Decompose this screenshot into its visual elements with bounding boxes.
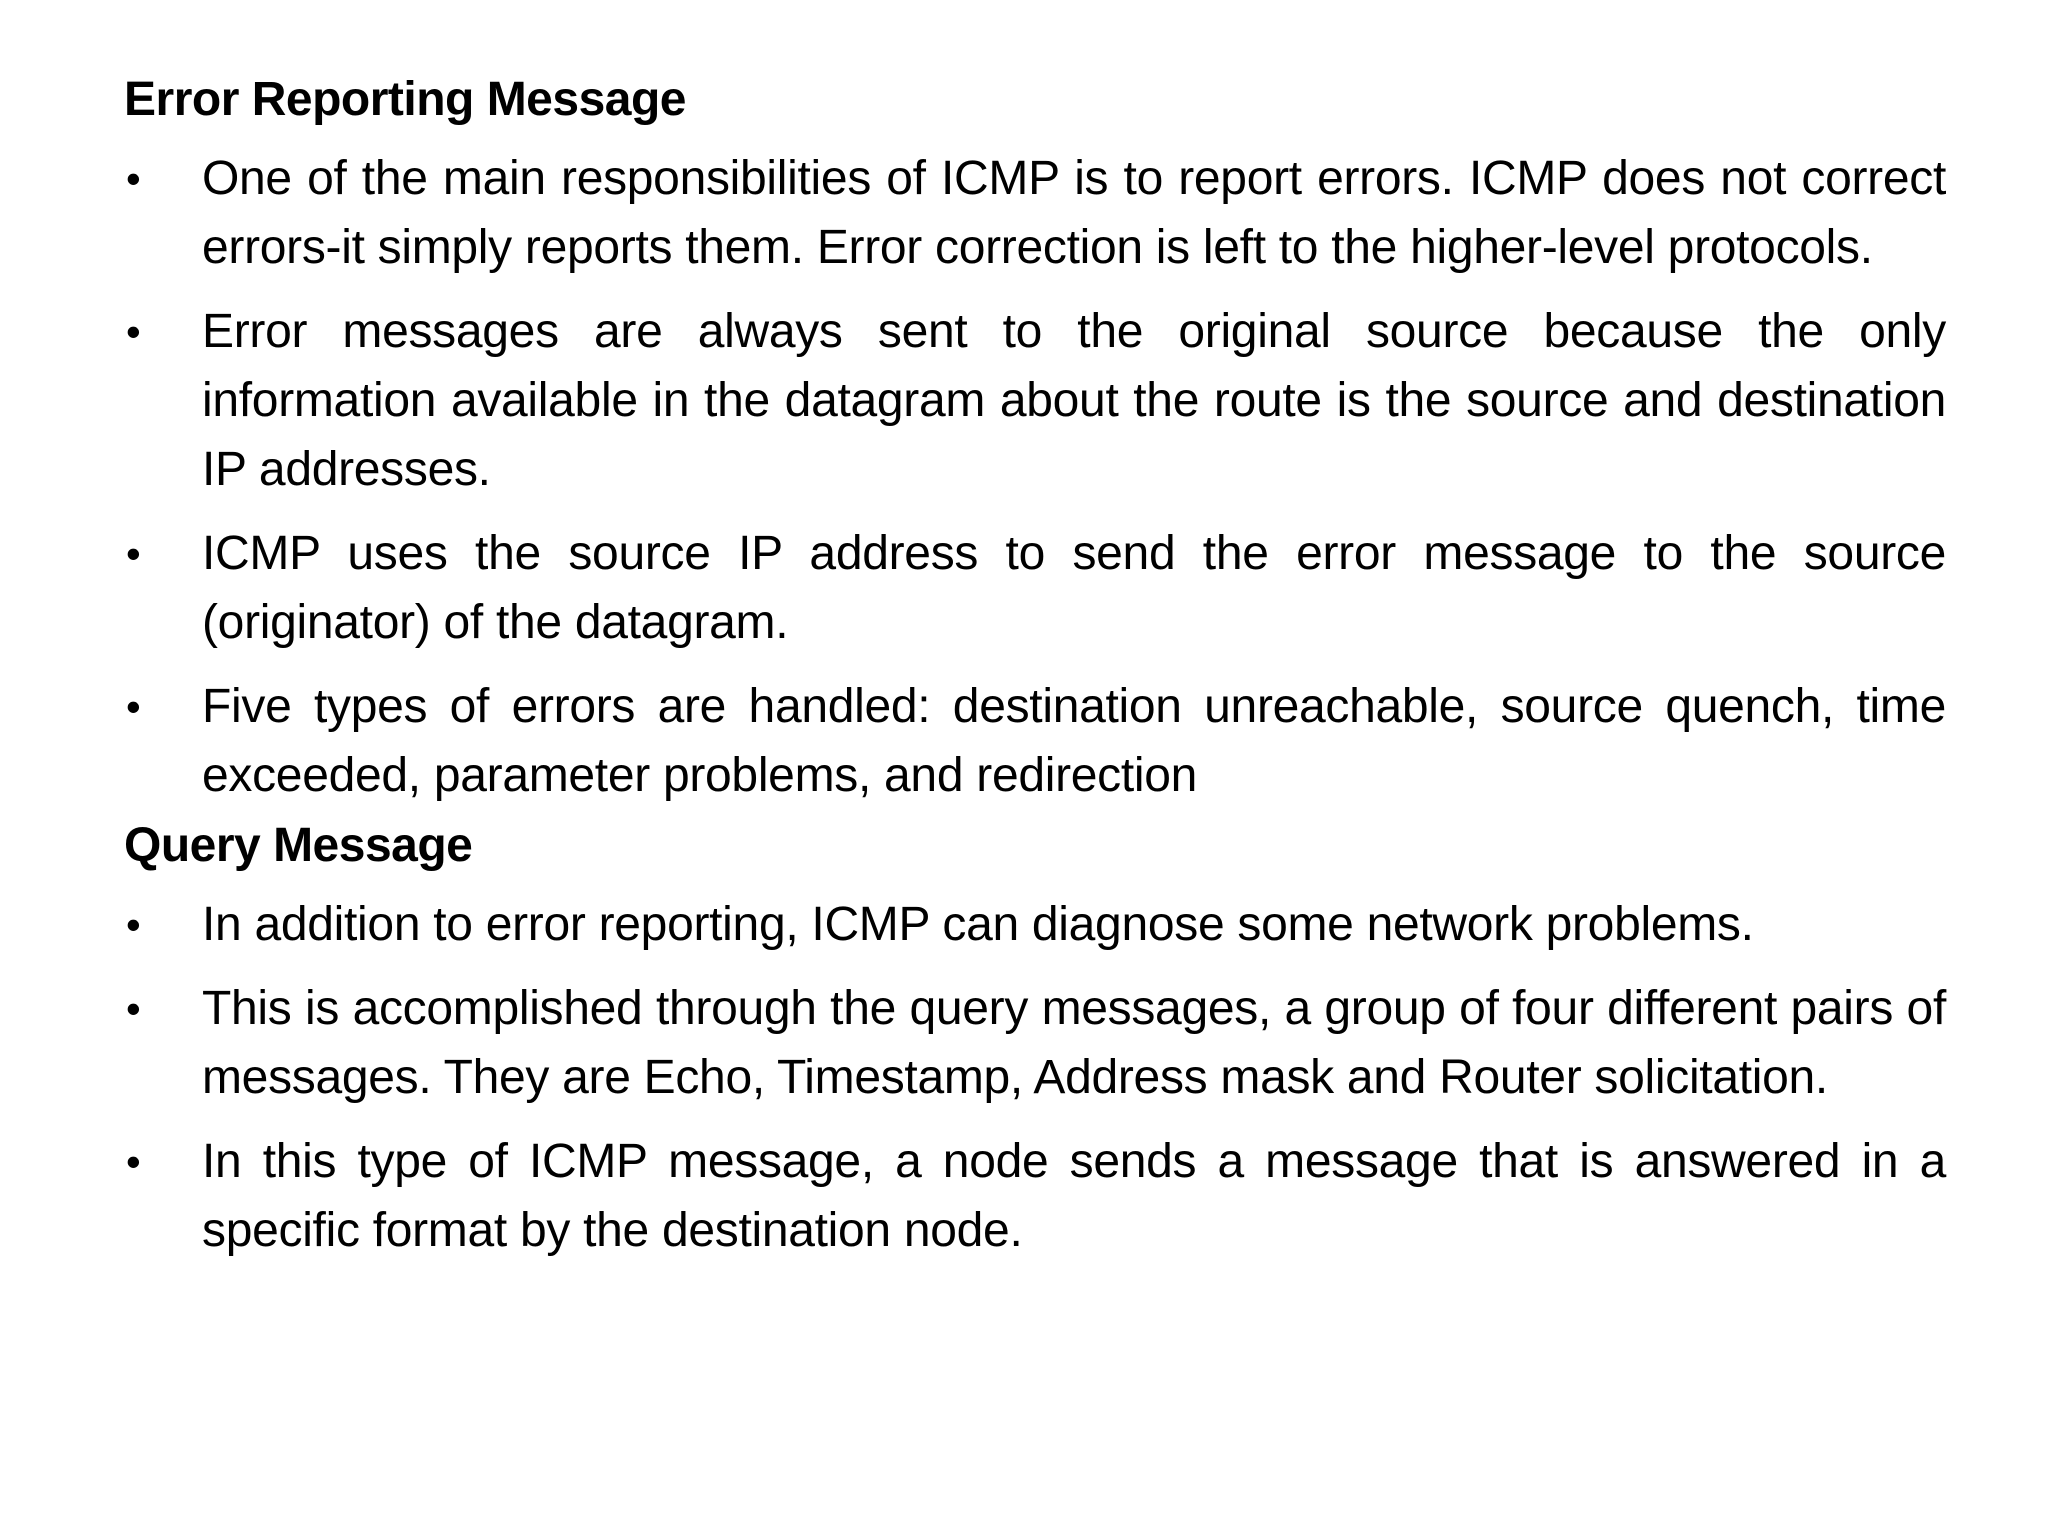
bullet-item [124, 1127, 1946, 1265]
bullet-dot-icon: • [126, 985, 141, 1032]
bullet-text: In this type of ICMP message, a node sends a message that is answered in a specific format by the destination node. [202, 1135, 1946, 1257]
section-heading-error-reporting: Error Reporting Message [124, 73, 686, 126]
bullet-text: In addition to error reporting, ICMP can diagnose some network problems. [202, 898, 1754, 951]
bullet-dot-icon: • [126, 683, 141, 730]
bullet-text: Five types of errors are handled: destination unreachable, source quench, time exceeded, parameter problems, and redirection [202, 680, 1946, 802]
bullet-text: One of the main responsibilities of ICMP is to report errors. ICMP does not correct errors-it simply reports them. Error correction is left to the higher-level protocols. [202, 152, 1946, 274]
bullet-dot-icon: • [126, 1138, 141, 1185]
bullet-text: Error messages are always sent to the original source because the only information available in the datagram about the route is the source and destination IP addresses. [202, 305, 1946, 496]
bullet-item [124, 519, 1946, 657]
bullet-dot-icon: • [126, 308, 141, 355]
bullet-item [124, 974, 1946, 1112]
bullet-text: ICMP uses the source IP address to send the error message to the source (originator) of the datagram. [202, 527, 1946, 649]
bullet-list-query-message [124, 890, 1946, 1265]
bullet-dot-icon: • [126, 155, 141, 202]
slide-content [124, 66, 1946, 1265]
bullet-item [124, 890, 1946, 959]
bullet-dot-icon: • [126, 530, 141, 577]
section-heading-query-message: Query Message [124, 819, 473, 872]
bullet-dot-icon: • [126, 901, 141, 948]
query-message-section [124, 812, 1946, 1265]
bullet-item [124, 297, 1946, 504]
error-reporting-section [124, 66, 1946, 810]
bullet-item [124, 672, 1946, 810]
bullet-list-error-reporting [124, 144, 1946, 810]
bullet-item [124, 144, 1946, 282]
bullet-text: This is accomplished through the query messages, a group of four different pairs of messages. They are Echo, Timestamp, Address mask and Router solicitation. [202, 982, 1946, 1104]
